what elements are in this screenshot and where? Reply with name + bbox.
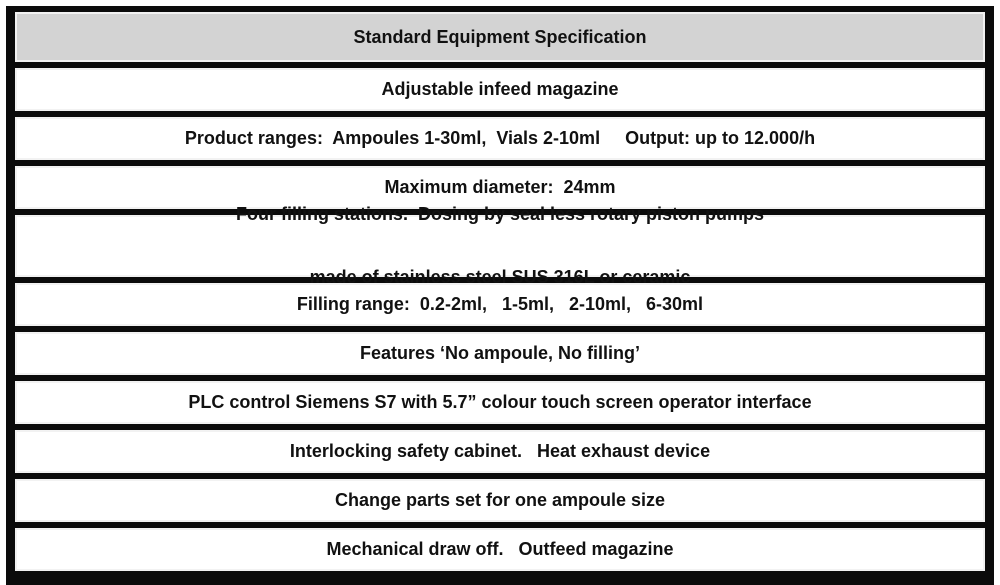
- spec-row-features: [15, 332, 985, 375]
- specification-table: [6, 6, 994, 585]
- spec-row-outfeed: [15, 528, 985, 571]
- spec-text: Adjustable infeed magazine: [381, 79, 619, 99]
- spec-text: Mechanical draw off. Outfeed magazine: [326, 539, 674, 559]
- spec-text: Interlocking safety cabinet. Heat exhaust device: [289, 441, 711, 461]
- spec-text: Change parts set for one ampoule size: [334, 490, 666, 510]
- spec-row-infeed: [15, 68, 985, 111]
- spec-row-safety-cabinet: [15, 430, 985, 473]
- spec-text: Product ranges: Ampoules 1-30ml, Vials 2-10ml Output: up to 12.000/h: [184, 128, 816, 148]
- spec-text: PLC control Siemens S7 with 5.7” colour touch screen operator interface: [188, 392, 812, 412]
- spec-text: Filling range: 0.2-2ml, 1-5ml, 2-10ml, 6-30ml: [296, 294, 704, 314]
- spec-row-plc-control: [15, 381, 985, 424]
- table-title: Standard Equipment Specification: [353, 26, 647, 47]
- spec-row-change-parts: [15, 479, 985, 522]
- spec-row-filling-stations: [15, 204, 985, 287]
- spec-text: Maximum diameter: 24mm: [384, 177, 616, 197]
- spec-text-line-1: Four filling stations. Dosing by seal less rotary piston pumps: [235, 204, 765, 224]
- table-header: [15, 12, 985, 62]
- spec-text: Features ‘No ampoule, No filling’: [359, 343, 641, 363]
- spec-text-line-2: made of stainless steel SUS 316L or ceramic: [309, 267, 691, 287]
- spec-row-product-ranges: [15, 117, 985, 160]
